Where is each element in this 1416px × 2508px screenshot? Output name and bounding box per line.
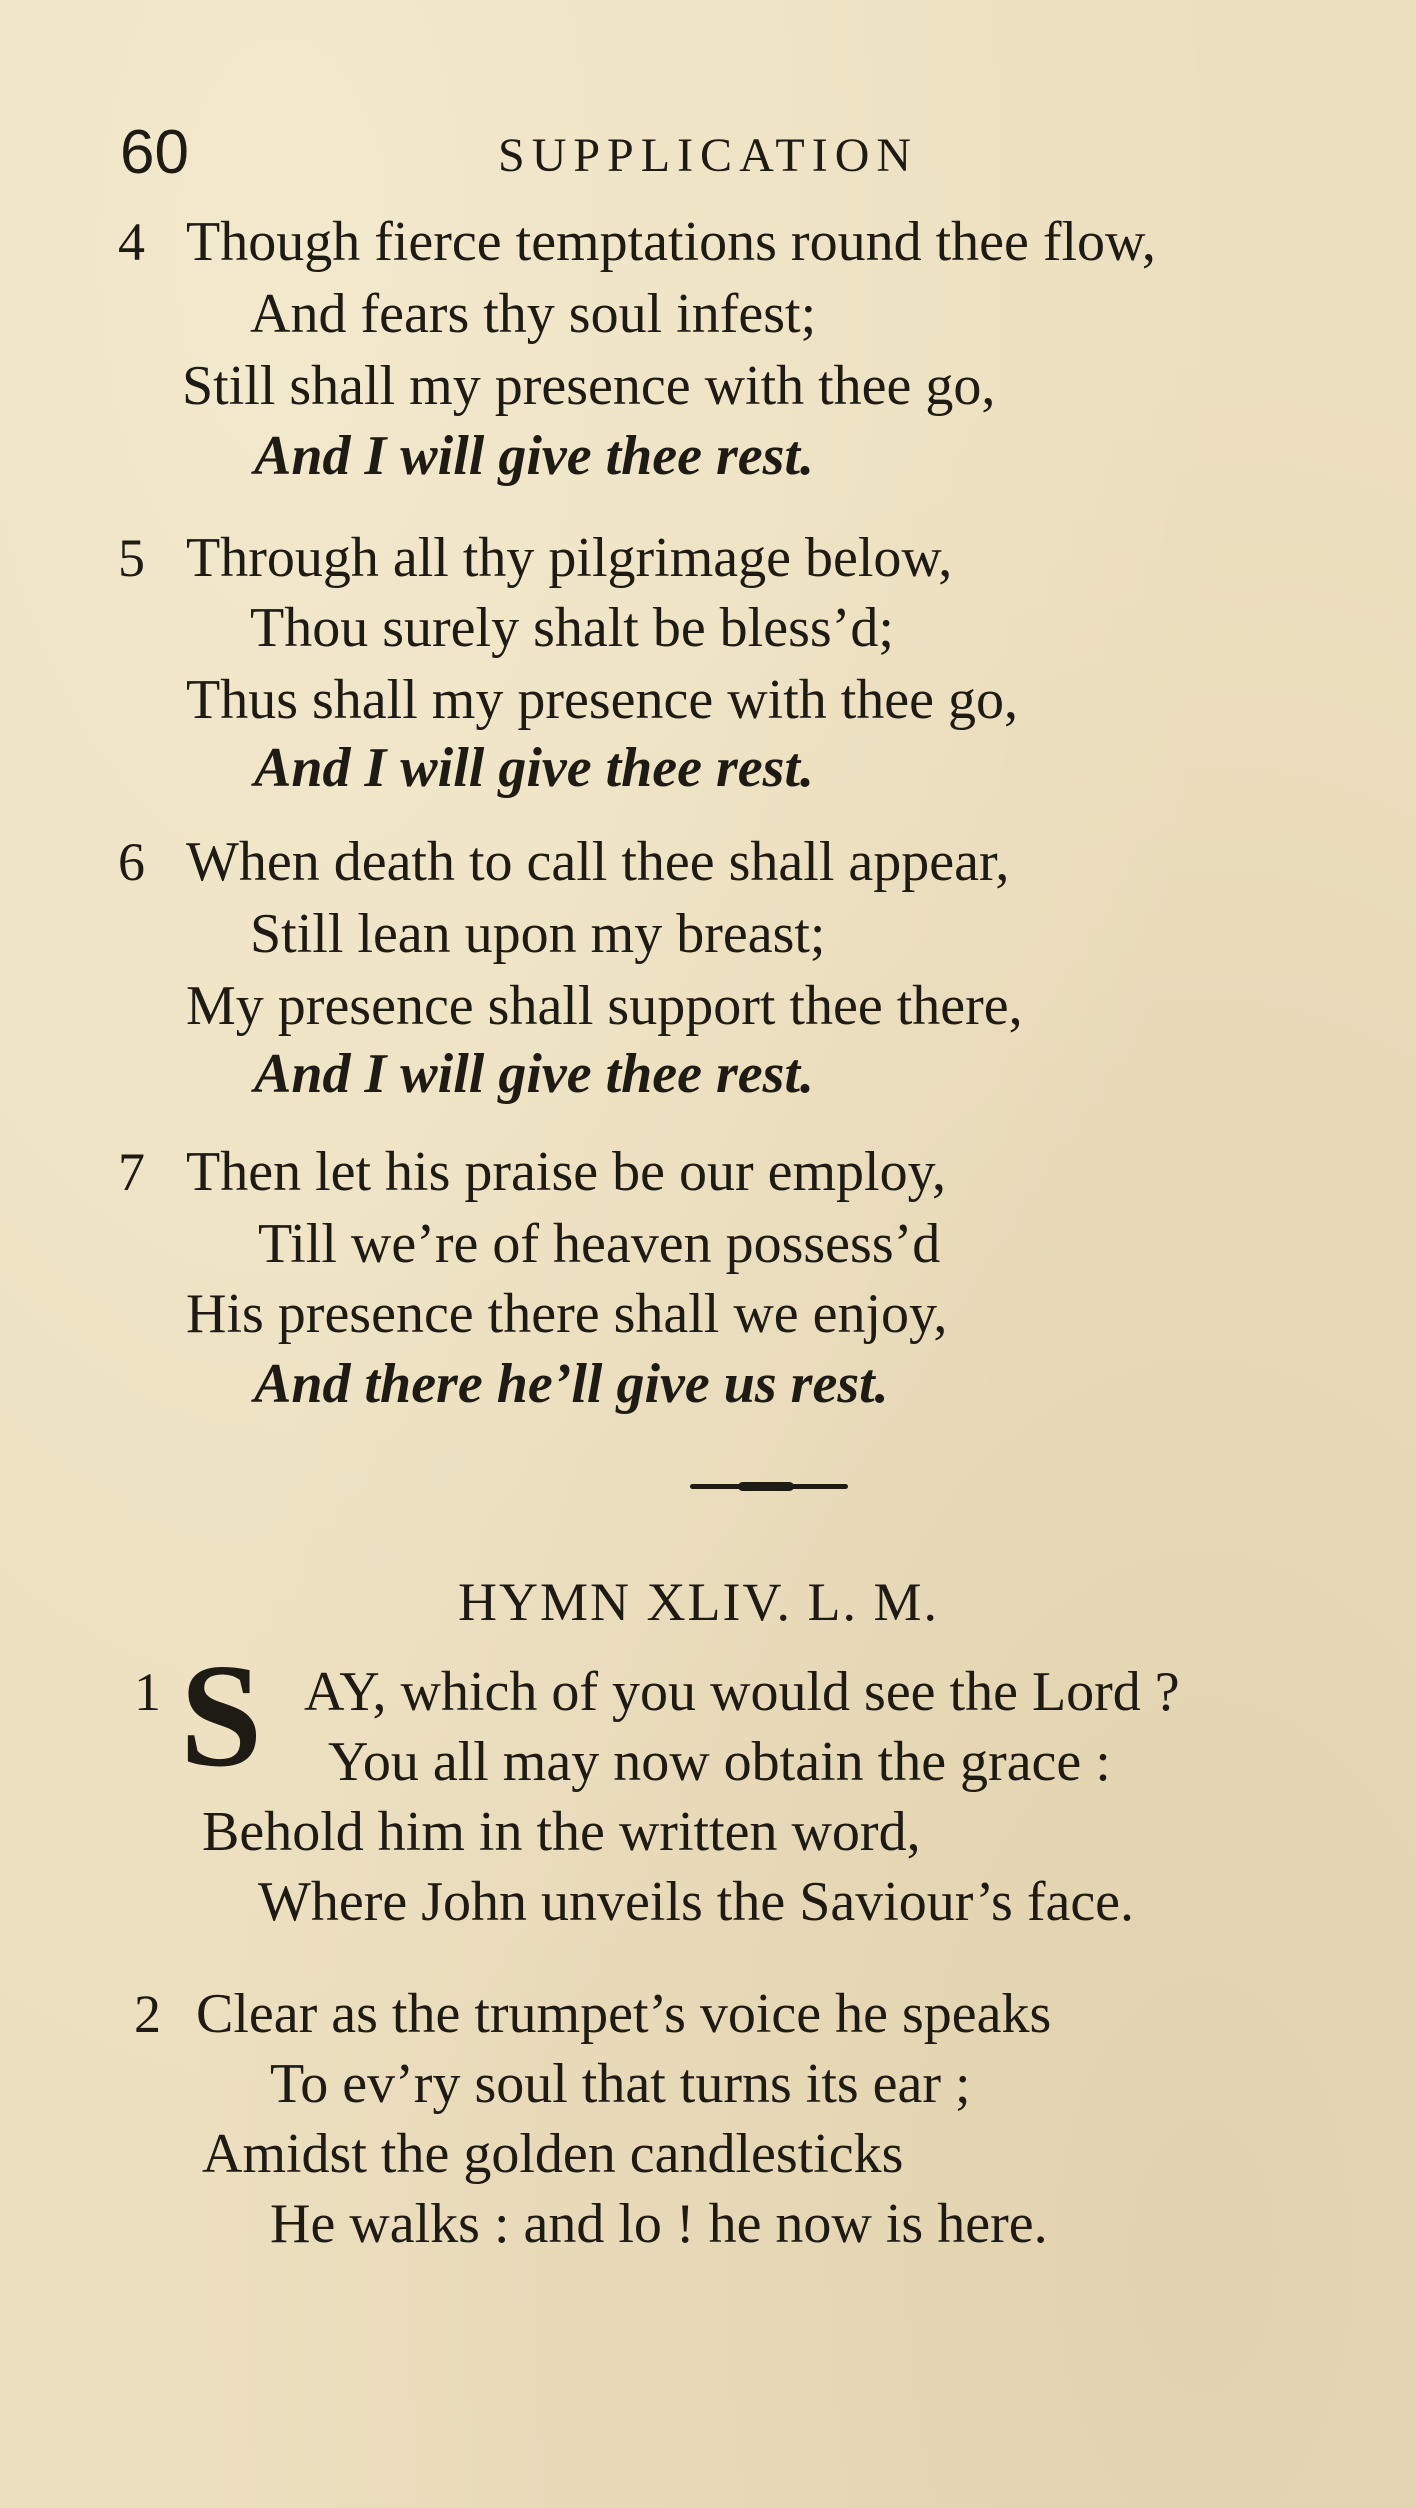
verse-refrain: And I will give thee rest. [254, 737, 814, 799]
verse-line: Then let his praise be our employ, [186, 1141, 946, 1203]
verse-number: 6 [118, 832, 145, 892]
verse-line: His presence there shall we enjoy, [186, 1283, 948, 1345]
verse-line: Still lean upon my breast; [250, 903, 826, 965]
verse-number: 5 [118, 528, 145, 588]
verse-line: My presence shall support thee there, [186, 975, 1023, 1037]
verse-number: 4 [118, 212, 145, 272]
verse-line: Thou surely shalt be bless’d; [250, 597, 894, 659]
verse-line: To ev’ry soul that turns its ear ; [270, 2053, 971, 2115]
verse-number: 2 [134, 1984, 161, 2044]
verse-line: Where John unveils the Saviour’s face. [258, 1871, 1135, 1933]
verse-line: You all may now obtain the grace : [328, 1731, 1111, 1793]
page-header [120, 118, 1120, 198]
verse-line: Still shall my presence with thee go, [182, 355, 996, 417]
verse-line: Till we’re of heaven possess’d [258, 1213, 941, 1275]
section-divider [690, 1484, 848, 1489]
drop-cap: S [180, 1634, 263, 1798]
verse-line: He walks : and lo ! he now is here. [270, 2193, 1048, 2255]
verse-line: When death to call thee shall appear, [186, 831, 1010, 893]
verse-number: 7 [118, 1142, 145, 1202]
page-number: 60 [120, 118, 189, 187]
verse-line: Amidst the golden candlesticks [202, 2123, 904, 2185]
verse-line: Thus shall my presence with thee go, [186, 669, 1019, 731]
verse-line: Behold him in the written word, [202, 1801, 921, 1863]
hymn-title: HYMN XLIV. L. M. [458, 1572, 940, 1632]
verse-line: Though fierce temptations round thee flow, [186, 211, 1156, 273]
verse-refrain: And there he’ll give us rest. [254, 1353, 889, 1415]
verse-line: Clear as the trumpet’s voice he speaks [196, 1983, 1052, 2045]
verse-refrain: And I will give thee rest. [254, 1043, 814, 1105]
running-title: SUPPLICATION [498, 129, 919, 182]
verse-number: 1 [134, 1662, 161, 1722]
verse-line: And fears thy soul infest; [250, 283, 817, 345]
verse-line: AY, which of you would see the Lord ? [304, 1661, 1180, 1723]
verse-line: Through all thy pilgrimage below, [186, 527, 953, 589]
verse-refrain: And I will give thee rest. [254, 425, 814, 487]
